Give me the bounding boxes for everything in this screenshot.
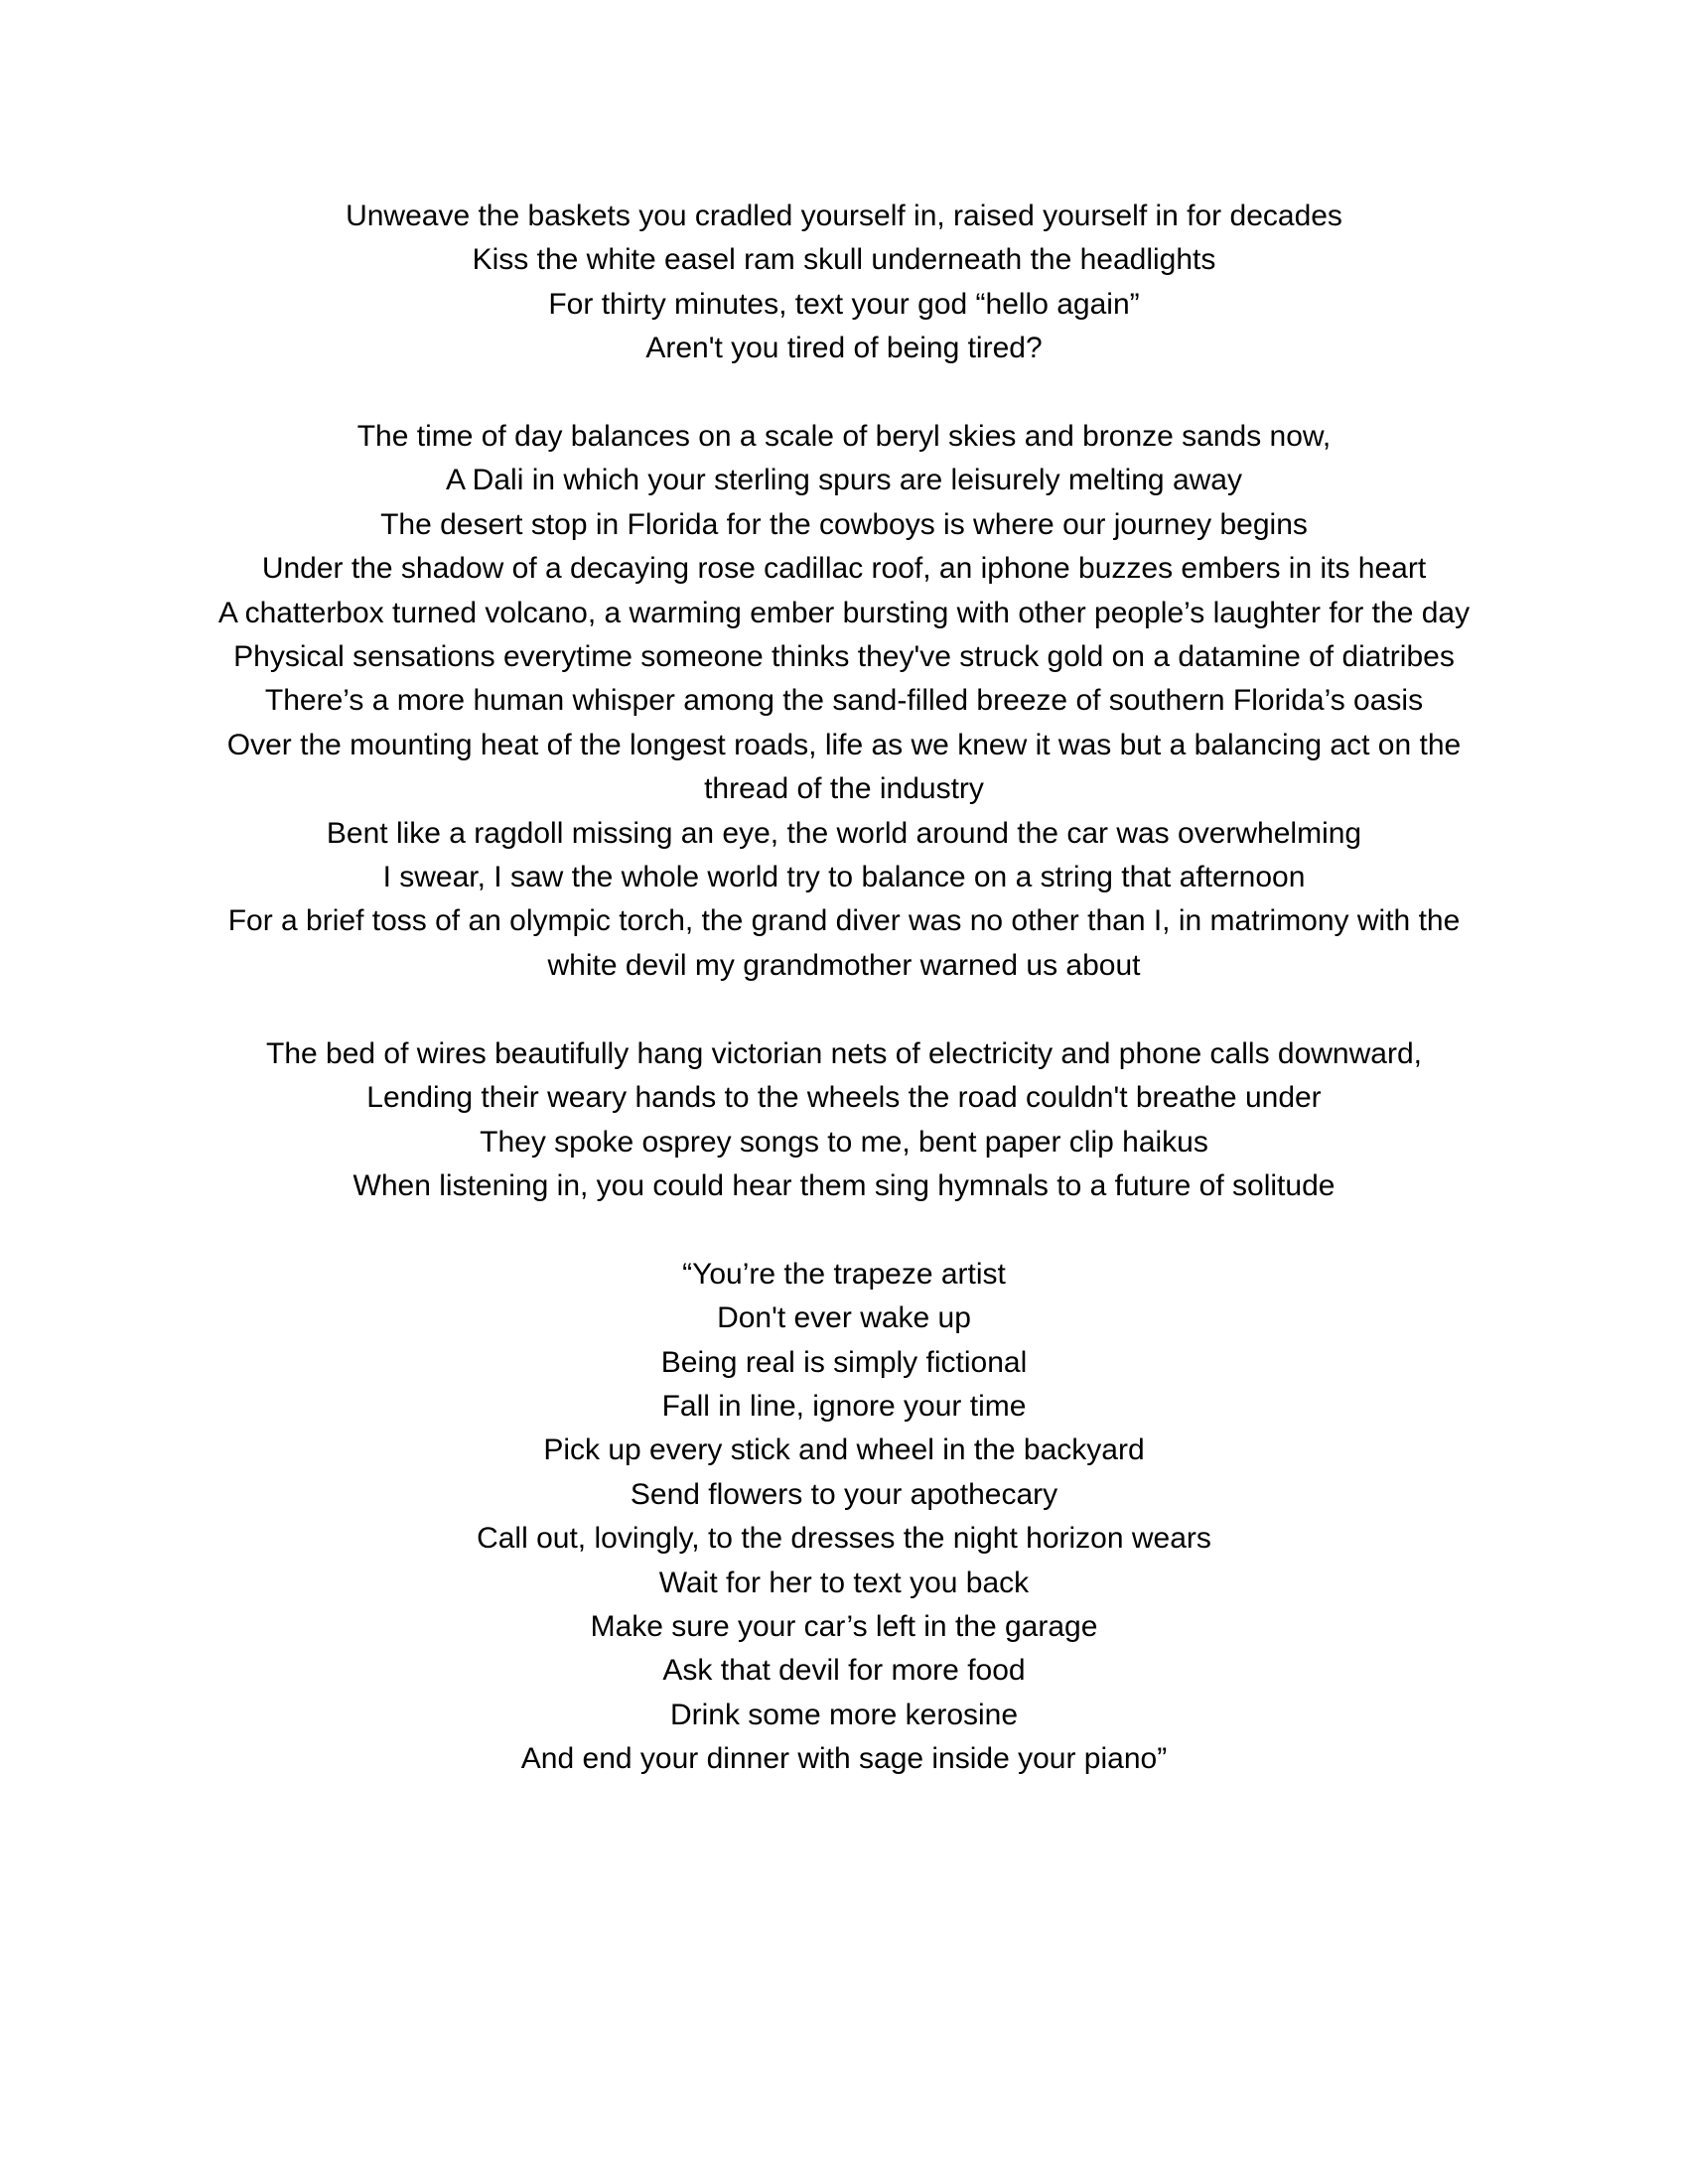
poem-line: For a brief toss of an olympic torch, the grand diver was no other than I, in matrimony with the white devil my grandmother warned us about: [227, 904, 1461, 982]
poem-line: A chatterbox turned volcano, a warming ember bursting with other people’s laughter for the day: [217, 596, 1471, 629]
poem-line: Fall in line, ignore your time: [661, 1389, 1027, 1423]
poem-line: Unweave the baskets you cradled yourself in, raised yourself in for decades: [346, 200, 1342, 232]
poem-line: The desert stop in Florida for the cowboys is where our journey begins: [380, 507, 1308, 541]
poem-line: Kiss the white easel ram skull underneath the headlights: [472, 243, 1216, 277]
poem-line: The time of day balances on a scale of beryl skies and bronze sands now,: [356, 420, 1332, 454]
poem-line: I swear, I saw the whole world try to balance on a string that afternoon: [382, 861, 1306, 894]
poem-line: For thirty minutes, text your god “hello again”: [548, 287, 1140, 321]
stanza-2: [199, 415, 1489, 988]
poem-line: Make sure your car’s left in the garage: [590, 1609, 1098, 1643]
poem-line: Drink some more kerosine: [669, 1698, 1019, 1731]
stanza-3: [199, 1032, 1489, 1209]
poem-line: Call out, lovingly, to the dresses the night horizon wears: [477, 1522, 1211, 1556]
poem-line: Bent like a ragdoll missing an eye, the world around the car was overwhelming: [326, 816, 1362, 850]
poem-line: “You’re the trapeze artist: [682, 1257, 1006, 1291]
poem-line: A Dali in which your sterling spurs are leisurely melting away: [445, 464, 1242, 497]
poem-line: Send flowers to your apothecary: [630, 1477, 1058, 1511]
poem-line: Physical sensations everytime someone thinks they've struck gold on a datamine of diatribes: [233, 640, 1455, 674]
poem-line: Wait for her to text you back: [658, 1566, 1030, 1599]
poem-line: The bed of wires beautifully hang victorian nets of electricity and phone calls downward,: [266, 1036, 1422, 1070]
poem-body: [199, 195, 1489, 1782]
poem-line: Aren't you tired of being tired?: [645, 332, 1043, 365]
poem-line: Under the shadow of a decaying rose cadillac roof, an iphone buzzes embers in its heart: [261, 552, 1427, 586]
poem-line: When listening in, you could hear them sing hymnals to a future of solitude: [352, 1168, 1336, 1202]
stanza-1: [199, 195, 1489, 371]
poem-line: And end your dinner with sage inside your piano”: [520, 1742, 1168, 1776]
poem-line: Ask that devil for more food: [662, 1654, 1026, 1688]
poem-line: Pick up every stick and wheel in the backyard: [543, 1433, 1145, 1467]
poem-line: Lending their weary hands to the wheels the road couldn't breathe under: [366, 1081, 1322, 1115]
poem-line: Being real is simply fictional: [660, 1345, 1028, 1379]
poem-line: They spoke osprey songs to me, bent paper clip haikus: [480, 1125, 1208, 1159]
poem-line: There’s a more human whisper among the sand-filled breeze of southern Florida’s oasis: [264, 684, 1424, 718]
poem-line: Over the mounting heat of the longest roads, life as we knew it was but a balancing act on the thread of the industry: [226, 728, 1462, 806]
stanza-4: [199, 1253, 1489, 1782]
poem-line: Don't ever wake up: [717, 1301, 971, 1335]
